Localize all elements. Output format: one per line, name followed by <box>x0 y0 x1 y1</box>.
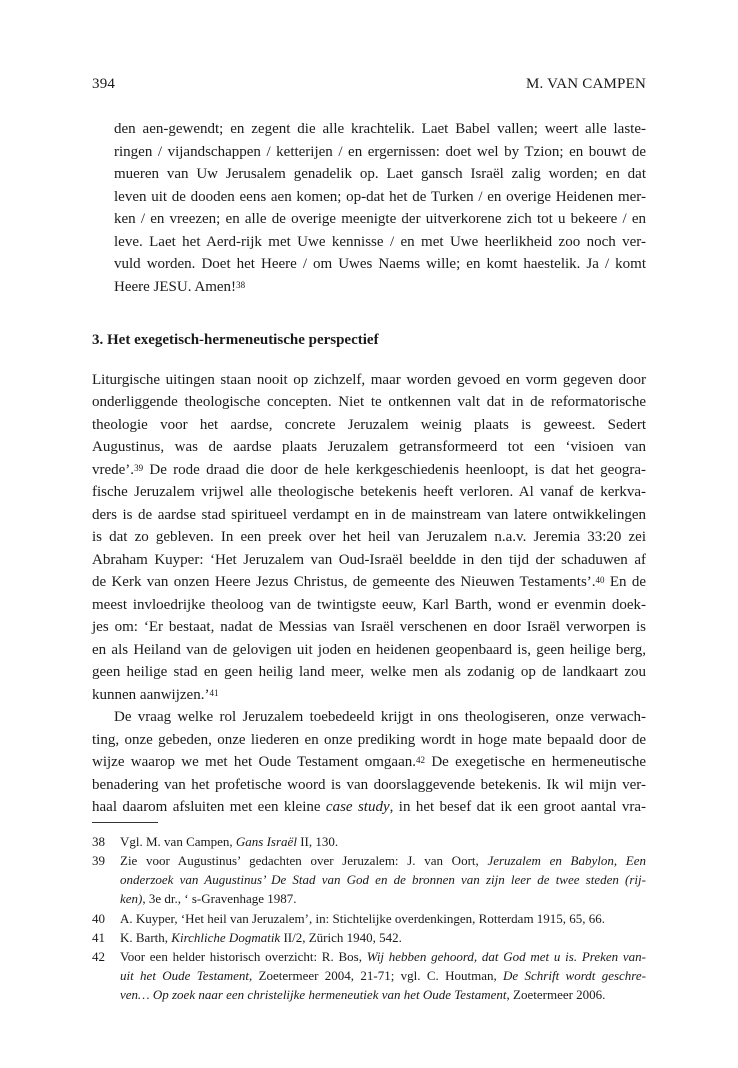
fn-text: II, 130. <box>296 834 339 849</box>
body-line: geen heilige stad en geen heilig land meer, welke men als zodanig op de landkaart zou <box>92 664 646 680</box>
body-line: Abraham Kuyper: ‘Het Jeruzalem van Oud-Israël beeldde in den tijd der schaduwen af <box>92 552 646 568</box>
body-text: De rode draad die door de hele kerkgeschiedenis heenloopt, is dat het geogra- <box>143 462 646 478</box>
body-line <box>92 460 646 480</box>
body-line: Liturgische uitingen staan nooit op zichzelf, maar worden gevoed en vorm gegeven door <box>92 372 646 388</box>
body-line: onderliggende theologische concepten. Niet te ontkennen valt dat in de reformatorische <box>92 394 646 410</box>
fn-text: , Zoetermeer 2004, 21-71; vgl. C. Houtman, <box>249 968 504 983</box>
body-line: benadering van het profetische woord is van doorslaggevende betekenis. Ik wil mijn ver- <box>92 777 646 793</box>
body-text: vrede’. <box>92 462 135 478</box>
body-text: De exegetische en hermeneutische <box>425 754 646 770</box>
fn-italic: Jeruzalem en Babylon, Een <box>487 853 646 868</box>
footnote-number: 41 <box>92 930 105 945</box>
fn-italic: Kirchliche Dogmatik <box>171 930 281 945</box>
quote-line: leven uit de dooden eens aen komen; op-dat het de Turken / en overige Heidenen mer- <box>114 189 646 205</box>
body-text: de Kerk van onzen Heere Jezus Christus, de gemeente des Nieuwen Testaments’. <box>92 574 596 590</box>
footnote-ref: 40 <box>595 575 605 585</box>
footnote-text <box>120 833 646 851</box>
footnote-number: 42 <box>92 949 105 964</box>
body-line: ting, onze gebeden, onze liederen en onze prediking wordt in hoge mate bepaald door de <box>92 732 646 748</box>
body-text: haal daarom afsluiten met een kleine <box>92 799 326 815</box>
body-line <box>92 752 646 772</box>
footnote-number: 40 <box>92 911 105 926</box>
quote-line: mueren van Uw Jerusalem genadelik op. Laet gansch Israël zalig worden; en dat <box>114 166 646 182</box>
body-line: theologie voor het aardse, concrete Jeruzalem weinig plaats is geweest. Sedert <box>92 417 646 433</box>
body-line: meest invloedrijke theoloog van de twintigste eeuw, Karl Barth, wond er evenmin doek- <box>92 597 646 613</box>
footnote-text <box>120 948 646 966</box>
body-line: ders is de aardse stad spiritueel verdampt en in de mainstream van latere ontwikkelingen <box>92 507 646 523</box>
fn-text: Vgl. M. van Campen, <box>120 834 236 849</box>
fn-italic: uit het Oude Testament <box>120 968 249 983</box>
footnote-text: A. Kuyper, ‘Het heil van Jeruzalem’, in: Stichtelijke overdenkingen, Rotterdam 1915, 65, 66. <box>120 911 606 926</box>
quote-last-line <box>114 277 646 297</box>
body-line: De vraag welke rol Jeruzalem toebedeeld krijgt in ons theologiseren, onze verwach- <box>114 709 646 725</box>
quote-line: ken / en vreezen; en alle de overige meenigte der uitverkorene zich tot u bekeere / en <box>114 211 646 227</box>
body-text: En de <box>604 574 646 590</box>
body-line <box>92 572 646 592</box>
footnote-text <box>120 890 646 908</box>
footnote-text <box>120 986 646 1004</box>
footnote-ref: 42 <box>416 755 426 765</box>
quote-last-text: Heere JESU. Amen! <box>114 279 237 295</box>
body-line <box>92 797 646 817</box>
fn-text: , Zoetermeer 2006. <box>506 987 606 1002</box>
body-text: wijze waarop we met het Oude Testament omgaan. <box>92 754 417 770</box>
fn-text: Voor een helder historisch overzicht: R. Bos, <box>120 949 367 964</box>
section-heading: 3. Het exegetisch-hermeneutische perspectief <box>92 332 379 348</box>
body-line: is dat zo gebleven. In een preek over het heil van Jeruzalem n.a.v. Jeremia 33:20 zei <box>92 529 646 545</box>
body-text: , in het besef dat ik een groot aantal vra- <box>389 799 646 815</box>
footnote-ref: 38 <box>236 280 246 290</box>
fn-italic: Wij hebben gehoord, dat God met u is. Preken van- <box>366 949 646 964</box>
fn-text: K. Barth, <box>120 930 172 945</box>
quote-line: leve. Laet het Aerd-rijk met Uwe kennisse / en met Uwe heerlikheid zoo noch ver- <box>114 234 646 250</box>
footnote-divider <box>92 822 158 823</box>
body-line: fische Jeruzalem vrijwel alle theologische betekenis heeft verloren. Al vanaf de kerkva- <box>92 484 646 500</box>
quote-line: vuld worden. Doet het Heere / om Uwes Naems wille; en komt haestelik. Ja / komt <box>114 256 646 272</box>
footnote-number: 39 <box>92 853 105 868</box>
page-number: 394 <box>92 76 116 92</box>
running-head: M. VAN CAMPEN <box>526 76 646 92</box>
fn-text: II/2, Zürich 1940, 542. <box>280 930 402 945</box>
body-text: kunnen aanwijzen.’ <box>92 687 210 703</box>
footnote-number: 38 <box>92 834 105 849</box>
footnote-text <box>120 967 646 985</box>
quote-line: den aen-gewendt; en zegent die alle krachtelik. Laet Babel vallen; weert alle laste- <box>114 121 646 137</box>
footnote-ref: 39 <box>134 463 144 473</box>
fn-italic: ven… Op zoek naar een christelijke hermeneutiek van het Oude Testament <box>120 987 507 1002</box>
footnote-ref: 41 <box>209 688 219 698</box>
fn-text: Zie voor Augustinus’ gedachten over Jeruzalem: J. van Oort, <box>120 853 488 868</box>
footnote-text <box>120 852 646 870</box>
body-italic: case study <box>325 799 390 815</box>
body-line: en als Heiland van de gelovigen uit joden en heidenen geopenbaard is, geen heilige berg, <box>92 642 646 658</box>
body-line: Augustinus, was de aardse plaats Jeruzalem getransformeerd tot een ‘visioen van <box>92 439 646 455</box>
quote-line: ringen / vijandschappen / ketterijen / en ergernissen: doet wel by Tzion; en bouwt de <box>114 144 646 160</box>
fn-italic: onderzoek van Augustinus’ De Stad van God en de bronnen van zijn leer de twee steden (rij- <box>120 872 646 887</box>
fn-italic: ken) <box>120 891 143 906</box>
fn-italic: Gans Israël <box>235 834 297 849</box>
footnote-text <box>120 871 646 889</box>
body-line <box>92 685 646 705</box>
fn-text: , 3e dr., ‘ s-Gravenhage 1987. <box>142 891 297 906</box>
fn-italic: De Schrift wordt geschre- <box>503 968 646 983</box>
body-line: jes om: ‘Er bestaat, nadat de Messias van Israël verschenen en door Israël verworpen is <box>92 619 646 635</box>
footnote-text <box>120 929 646 947</box>
